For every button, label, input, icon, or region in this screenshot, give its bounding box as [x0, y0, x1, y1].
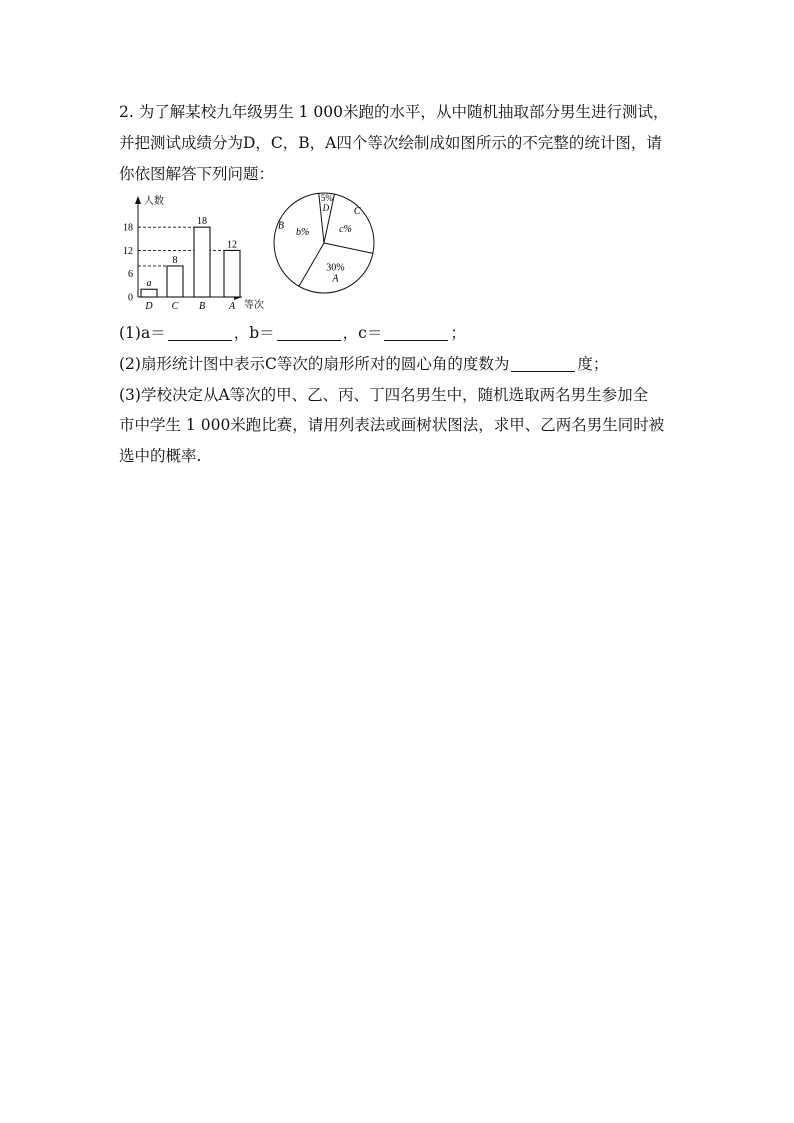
- slice-label: D: [322, 203, 330, 214]
- x-tick-label: C: [171, 301, 179, 312]
- slice-value-label: 30%: [326, 262, 345, 274]
- y-tick-label: 6: [128, 269, 133, 281]
- q1-b-label: ，b＝: [233, 324, 275, 342]
- bar: [167, 266, 183, 297]
- answer-blank-angle: [511, 355, 575, 372]
- question-1: [119, 322, 466, 344]
- x-axis-label: 等次: [244, 300, 264, 311]
- question-line-2: 并把测试成绩分为D，C，B，A四个等次绘制成如图所示的不完整的统计图，请: [119, 134, 662, 152]
- bar-data-label: 18: [197, 216, 207, 228]
- q2-text: (2)扇形统计图中表示C等次的扇形所对的圆心角的度数为: [119, 355, 510, 373]
- slice-label: B: [277, 220, 284, 232]
- slice-value-label: 5%: [320, 193, 333, 204]
- x-tick-label: D: [145, 301, 153, 312]
- slice-label: A: [332, 273, 339, 285]
- question-line-3: 你依图解答下列问题：: [119, 165, 275, 183]
- slice-label: C: [353, 206, 361, 218]
- slice-value-label: c%: [339, 223, 352, 235]
- y-axis-arrow: [135, 196, 141, 204]
- q1-end: ；: [450, 324, 466, 342]
- bar-data-label: 12: [227, 239, 237, 251]
- y-axis-label: 人数: [144, 196, 164, 207]
- answer-blank-b: [277, 324, 341, 341]
- question-3-line-1: (3)学校决定从A等次的甲、乙、丙、丁四名男生中，随机选取两名男生参加全: [119, 386, 649, 404]
- bar-chart: [112, 192, 272, 314]
- x-tick-label: B: [198, 301, 206, 312]
- pie-chart: [272, 191, 382, 301]
- x-tick-label: A: [228, 301, 236, 312]
- slice-value-label: b%: [295, 226, 310, 238]
- question-3-line-3: 选中的概率.: [119, 447, 202, 465]
- bar: [194, 227, 210, 297]
- answer-blank-a: [168, 324, 232, 341]
- question-3-line-2: 市中学生 1 000米跑比赛，请用列表法或画树状图法，求甲、乙两名男生同时被: [119, 416, 665, 434]
- bar: [141, 289, 157, 297]
- q2-end: 度；: [577, 355, 609, 373]
- q1-c-label: ，c＝: [342, 324, 383, 342]
- bar-data-label: 8: [172, 254, 178, 266]
- y-tick-label: 12: [123, 245, 133, 257]
- answer-blank-c: [384, 324, 448, 341]
- question-line-1: 2. 为了解某校九年级男生 1 000米跑的水平，从中随机抽取部分男生进行测试，: [119, 103, 669, 121]
- y-tick-label: 0: [128, 292, 133, 304]
- question-2: [119, 353, 608, 375]
- q1-a-label: (1)a＝: [119, 324, 166, 342]
- bar-data-label: a: [146, 278, 152, 290]
- bar: [224, 250, 240, 297]
- y-tick-label: 18: [123, 222, 133, 234]
